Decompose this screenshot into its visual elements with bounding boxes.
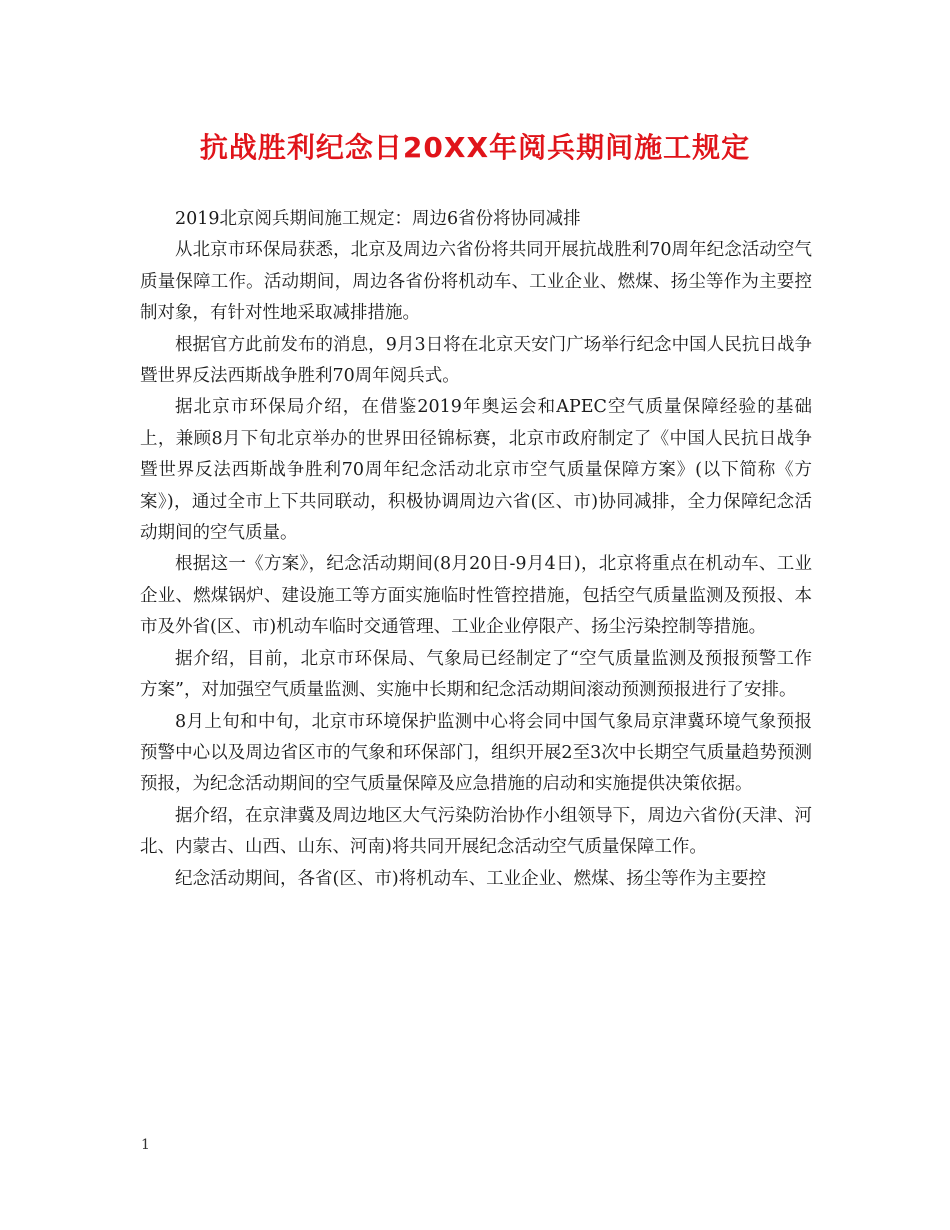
paragraph: 据北京市环保局介绍，在借鉴2019年奥运会和APEC空气质量保障经验的基础上，兼顾8月下旬北京举办的世界田径锦标赛，北京市政府制定了《中国人民抗日战争暨世界反法西斯战争胜利70周年纪念活动北京市空气质量保障方案》(以下简称《方案》)，通过全市上下共同联动，积极协调周边六省(区、市)协同减排，全力保障纪念活动期间的空气质量。 [140,397,812,544]
paragraph-subtitle: 2019北京阅兵期间施工规定：周边6省份将协同减排 [175,209,581,229]
document-body [140,204,812,895]
paragraph: 据介绍，在京津冀及周边地区大气污染防治协作小组领导下，周边六省份(天津、河北、内蒙古、山西、山东、河南)将共同开展纪念活动空气质量保障工作。 [140,805,812,858]
paragraph: 据介绍，目前，北京市环保局、气象局已经制定了“空气质量监测及预报预警工作方案”，对加强空气质量监测、实施中长期和纪念活动期间滚动预测预报进行了安排。 [140,648,812,701]
paragraph: 根据这一《方案》，纪念活动期间(8月20日-9月4日)，北京将重点在机动车、工业企业、燃煤锅炉、建设施工等方面实施临时性管控措施，包括空气质量监测及预报、本市及外省(区、市)机动车临时交通管理、工业企业停限产、扬尘污染控制等措施。 [140,554,812,638]
paragraph: 从北京市环保局获悉，北京及周边六省份将共同开展抗战胜利70周年纪念活动空气质量保障工作。活动期间，周边各省份将机动车、工业企业、燃煤、扬尘等作为主要控制对象，有针对性地采取减排措施。 [140,240,812,324]
page-number: 1 [141,1137,150,1153]
paragraph: 根据官方此前发布的消息，9月3日将在北京天安门广场举行纪念中国人民抗日战争暨世界反法西斯战争胜利70周年阅兵式。 [140,334,812,387]
document-title: 抗战胜利纪念日20XX年阅兵期间施工规定 [199,131,751,164]
paragraph: 纪念活动期间，各省(区、市)将机动车、工业企业、燃煤、扬尘等作为主要控 [175,868,767,889]
paragraph: 8月上旬和中旬，北京市环境保护监测中心将会同中国气象局京津冀环境气象预报预警中心以及周边省区市的气象和环保部门，组织开展2至3次中长期空气质量趋势预测预报，为纪念活动期间的空气质量保障及应急措施的启动和实施提供决策依据。 [140,711,812,795]
